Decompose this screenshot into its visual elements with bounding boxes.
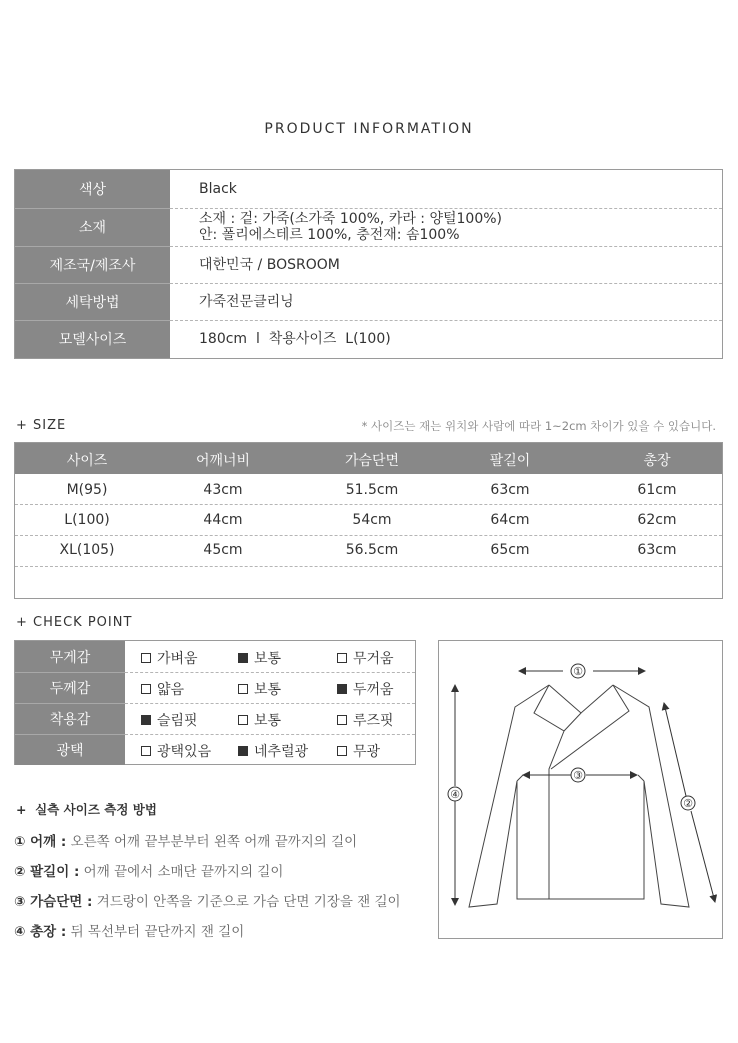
- measure-key: ② 팔길이 :: [14, 864, 80, 880]
- checkbox-icon: [337, 653, 347, 663]
- check-option: [141, 648, 198, 668]
- divider: [15, 320, 170, 321]
- info-row-model-size: [15, 320, 722, 358]
- divider: [125, 672, 415, 673]
- check-option: [141, 710, 198, 730]
- check-row-thickness: [15, 672, 415, 703]
- check-option-label: 가벼움: [157, 651, 198, 667]
- divider: [170, 283, 722, 284]
- size-cell: 63cm: [490, 482, 530, 498]
- checkbox-icon: [141, 746, 151, 756]
- check-option-label: 루즈핏: [353, 713, 394, 729]
- measure-item: [14, 830, 357, 850]
- info-row-washing: [15, 283, 722, 320]
- info-label: 제조국/제조사: [15, 246, 170, 283]
- size-cell: 61cm: [637, 482, 677, 498]
- size-cell: 56.5cm: [345, 542, 399, 558]
- checkbox-checked-icon: [238, 653, 248, 663]
- info-value-line: 180cm l 착용사이즈 L(100): [199, 331, 391, 347]
- jacket-diagram-svg: [439, 641, 722, 938]
- checkbox-checked-icon: [337, 684, 347, 694]
- divider: [170, 208, 722, 209]
- size-header-cell: 팔길이: [489, 453, 531, 469]
- size-cell: L(100): [64, 512, 110, 528]
- size-cell: XL(105): [59, 542, 115, 558]
- divider: [15, 535, 722, 536]
- size-header-cell: 어깨너비: [195, 453, 251, 469]
- size-header-cell: 사이즈: [66, 453, 108, 469]
- info-label: 모델사이즈: [15, 320, 170, 358]
- measure-desc: 뒤 목선부터 끝단까지 잰 길이: [66, 924, 245, 940]
- size-cell: 51.5cm: [345, 482, 399, 498]
- size-cell: 43cm: [203, 482, 243, 498]
- check-option-label: 보통: [254, 713, 282, 729]
- checkbox-checked-icon: [238, 746, 248, 756]
- jacket-outline-icon: [469, 685, 689, 907]
- check-option: [141, 679, 184, 699]
- checkbox-checked-icon: [141, 715, 151, 725]
- checkbox-icon: [141, 684, 151, 694]
- measure-desc: 어깨 끝에서 소매단 끝까지의 길이: [79, 864, 284, 880]
- measure-key: ① 어깨 :: [14, 834, 67, 850]
- marker-1: ①: [573, 665, 583, 678]
- check-label: 무게감: [15, 641, 125, 672]
- measure-item: [14, 890, 401, 910]
- size-header-cell: 총장: [643, 453, 671, 469]
- check-option-label: 보통: [254, 682, 282, 698]
- measure-title: + 실측 사이즈 측정 방법: [16, 802, 157, 817]
- check-option: [141, 741, 211, 761]
- divider: [170, 246, 722, 247]
- info-value: [199, 208, 502, 246]
- marker-2: ②: [683, 797, 693, 810]
- info-value-line: 가죽전문클리닝: [199, 293, 294, 310]
- divider: [15, 734, 125, 735]
- size-header-cell: 가슴단면: [344, 453, 400, 469]
- check-option: [238, 741, 308, 761]
- check-option: [238, 648, 281, 668]
- check-row-weight: [15, 641, 415, 672]
- check-option-label: 네추럴광: [254, 744, 309, 760]
- measure-item: [14, 920, 244, 940]
- check-heading: + CHECK POINT: [16, 615, 133, 630]
- check-label: 착용감: [15, 703, 125, 734]
- measure-item: [14, 860, 283, 880]
- divider: [15, 703, 125, 704]
- checkbox-icon: [141, 653, 151, 663]
- size-cell: 62cm: [637, 512, 677, 528]
- check-option-label: 무광: [353, 744, 381, 760]
- info-value-line: 소재 : 겉: 가죽(소가죽 100%, 카라 : 양털100%): [199, 211, 503, 227]
- checkbox-icon: [337, 746, 347, 756]
- check-option-label: 슬림핏: [157, 713, 198, 729]
- size-cell: 63cm: [637, 542, 677, 558]
- info-row-origin: [15, 246, 722, 283]
- divider: [170, 320, 722, 321]
- measure-key: ③ 가슴단면 :: [14, 894, 93, 910]
- info-value: [199, 246, 340, 283]
- size-cell: 64cm: [490, 512, 530, 528]
- check-option: [337, 710, 394, 730]
- check-option-label: 얇음: [157, 682, 185, 698]
- check-row-fit: [15, 703, 415, 734]
- check-option-label: 두꺼움: [353, 682, 394, 698]
- check-option-label: 보통: [254, 651, 282, 667]
- info-row-material: [15, 208, 722, 246]
- info-label: 소재: [15, 208, 170, 246]
- divider: [15, 566, 722, 567]
- check-row-gloss: [15, 734, 415, 765]
- size-heading: + SIZE: [16, 418, 67, 433]
- info-label: 색상: [15, 170, 170, 208]
- divider: [15, 246, 170, 247]
- product-info-table: [14, 169, 723, 359]
- size-cell: 65cm: [490, 542, 530, 558]
- check-option: [238, 679, 281, 699]
- marker-3: ③: [573, 769, 583, 782]
- info-label: 세탁방법: [15, 283, 170, 320]
- size-note: * 사이즈는 재는 위치와 사람에 따라 1~2cm 차이가 있을 수 있습니다.: [361, 419, 716, 433]
- divider: [125, 734, 415, 735]
- check-option: [337, 679, 394, 699]
- size-table: [14, 442, 723, 599]
- checkbox-icon: [337, 715, 347, 725]
- info-value: [199, 170, 237, 208]
- measure-key: ④ 총장 :: [14, 924, 67, 940]
- info-value-line: 대한민국 / BOSROOM: [199, 256, 340, 273]
- size-cell: M(95): [66, 482, 108, 498]
- size-cell: 45cm: [203, 542, 243, 558]
- marker-4: ④: [450, 788, 460, 801]
- measure-desc: 겨드랑이 안쪽을 기준으로 가슴 단면 기장을 잰 길이: [92, 894, 401, 910]
- size-cell: 54cm: [352, 512, 392, 528]
- jacket-diagram: [438, 640, 723, 939]
- info-value-line: Black: [199, 181, 237, 197]
- checkbox-icon: [238, 715, 248, 725]
- divider: [15, 283, 170, 284]
- info-row-color: [15, 170, 722, 208]
- check-option: [337, 648, 394, 668]
- check-option-label: 무거움: [353, 651, 394, 667]
- size-table-header: [15, 443, 722, 474]
- check-label: 두께감: [15, 672, 125, 703]
- divider: [15, 504, 722, 505]
- check-label: 광택: [15, 734, 125, 765]
- measure-desc: 오른쪽 어깨 끝부분부터 왼쪽 어깨 끝까지의 길이: [66, 834, 358, 850]
- page-title: PRODUCT INFORMATION: [264, 121, 474, 137]
- check-point-table: [14, 640, 416, 765]
- info-value: [199, 283, 294, 320]
- divider: [125, 703, 415, 704]
- checkbox-icon: [238, 684, 248, 694]
- info-value: [199, 320, 391, 358]
- divider: [15, 208, 170, 209]
- size-cell: 44cm: [203, 512, 243, 528]
- info-value-line: 안: 폴리에스테르 100%, 충전재: 솜100%: [199, 227, 460, 243]
- check-option-label: 광택있음: [157, 744, 212, 760]
- divider: [15, 672, 125, 673]
- check-option: [238, 710, 281, 730]
- check-option: [337, 741, 380, 761]
